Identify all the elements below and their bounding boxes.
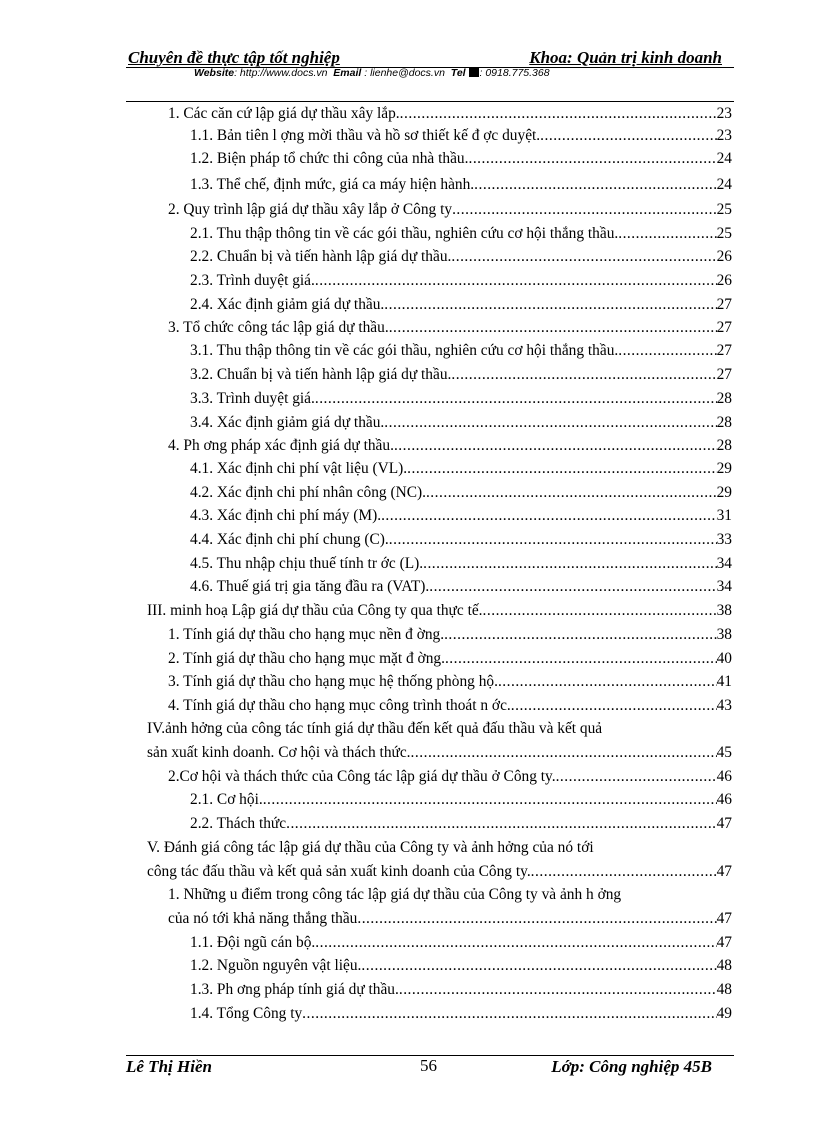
toc-entry: 1. Những u điểm trong công tác lập giá dự thầu của Công ty và ảnh h ởng xyxy=(168,886,622,903)
toc-entry: 1.3. Thể chế, định mức, giá ca máy hiện hành. ..... 24 xyxy=(190,174,732,196)
email-label: Email xyxy=(333,67,362,79)
toc-entry: 4.5. Thu nhập chịu thuế tính tr ớc (L). ..... 34 xyxy=(190,553,732,575)
toc-entry: 2.4. Xác định giảm giá dự thầu. ..... 27 xyxy=(190,294,732,316)
toc-entry: 4.1. Xác định chi phí vật liệu (VL). ..... 29 xyxy=(190,458,732,480)
toc-entry: 1.2. Nguồn nguyên vật liệu. ..... 48 xyxy=(190,955,732,977)
toc-entry: 4.2. Xác định chi phí nhân công (NC). ..... 29 xyxy=(190,482,732,504)
toc-entry: III. minh hoạ Lập giá dự thầu của Công ty qua thực tế. ..... 38 xyxy=(147,600,732,622)
toc-entry: 3.3. Trình duyệt giá. ..... 28 xyxy=(190,388,732,410)
toc-entry: 3.4. Xác định giảm giá dự thầu. ..... 28 xyxy=(190,412,732,434)
toc-entry: 1.2. Biện pháp tổ chức thi công của nhà thầu. ..... 24 xyxy=(190,148,732,170)
toc-entry: 2. Quy trình lập giá dự thầu xây lắp ở Công ty ..... 25 xyxy=(168,199,732,221)
toc-entry: IV.ảnh hởng của công tác tính giá dự thầu đến kết quả đấu thầu và kết quả xyxy=(147,720,603,737)
toc-entry: công tác đấu thầu và kết quả sản xuất kinh doanh của Công ty. ..... 47 xyxy=(147,861,732,883)
website-label: Website xyxy=(194,67,235,79)
header-rule xyxy=(126,67,734,68)
toc-entry: 4.6. Thuế giá trị gia tăng đầu ra (VAT). ..... 34 xyxy=(190,576,732,598)
header-contact-line xyxy=(194,67,550,79)
toc-entry: 1.1. Bản tiên l ợng mời thầu và hồ sơ thiết kế đ ợc duyệt. ..... 23 xyxy=(190,125,732,147)
toc-entry: 2.1. Cơ hội. ..... 46 xyxy=(190,789,732,811)
toc-entry: 1.1. Đội ngũ cán bộ. ..... 47 xyxy=(190,932,732,954)
phone-icon xyxy=(469,68,479,77)
toc-entry: 2.Cơ hội và thách thức của Công tác lập giá dự thầu ở Công ty. ..... 46 xyxy=(168,766,732,788)
toc-entry: 3. Tính giá dự thầu cho hạng mục hệ thống phòng hộ. ..... 41 xyxy=(168,671,732,693)
toc-entry: 2.2. Chuẩn bị và tiến hành lập giá dự thầu. ..... 26 xyxy=(190,246,732,268)
toc-entry: 2. Tính giá dự thầu cho hạng mục mặt đ ờng. ..... 40 xyxy=(168,648,732,670)
toc-entry: 4.3. Xác định chi phí máy (M). ..... 31 xyxy=(190,505,732,527)
toc-entry: 4.4. Xác định chi phí chung (C). ..... 33 xyxy=(190,529,732,551)
tel-label: Tel xyxy=(450,67,466,79)
header-separator xyxy=(126,101,734,102)
header-thesis-title: Chuyên đề thực tập tốt nghiệp xyxy=(128,48,340,67)
page-header xyxy=(126,48,734,79)
toc-entry: 1.3. Ph ơng pháp tính giá dự thầu. ..... 48 xyxy=(190,979,732,1001)
page-footer xyxy=(126,1053,734,1077)
toc-entry: 1.4. Tổng Công ty ..... 49 xyxy=(190,1003,732,1025)
tel-value: : 0918.775.368 xyxy=(479,67,550,79)
toc-entry: V. Đánh giá công tác lập giá dự thầu của Công ty và ảnh hởng của nó tới xyxy=(147,839,594,856)
toc-entry: 2.3. Trình duyệt giá. ..... 26 xyxy=(190,270,732,292)
website-value: : http://www.docs.vn xyxy=(234,67,328,79)
page-number: 56 xyxy=(420,1056,437,1075)
toc-entry: 4. Ph ơng pháp xác định giá dự thầu. ..... 28 xyxy=(168,435,732,457)
toc-entry: 1. Tính giá dự thầu cho hạng mục nền đ ờng. ..... 38 xyxy=(168,624,732,646)
footer-author: Lê Thị Hiền xyxy=(126,1057,212,1076)
toc-entry: 2.1. Thu thập thông tin về các gói thầu, nghiên cứu cơ hội thắng thầu. ..... 25 xyxy=(190,223,732,245)
toc-entry: 3.2. Chuẩn bị và tiến hành lập giá dự thầu. ..... 27 xyxy=(190,364,732,386)
toc-entry: 2.2. Thách thức ..... 47 xyxy=(190,813,732,835)
toc-entry: của nó tới khả năng thắng thầu ..... 47 xyxy=(168,908,732,930)
toc-entry: 4. Tính giá dự thầu cho hạng mục công trình thoát n ớc. ..... 43 xyxy=(168,695,732,717)
footer-class: Lớp: Công nghiệp 45B xyxy=(551,1057,712,1076)
toc-entry: 1. Các căn cứ lập giá dự thầu xây lắp. ..... 23 xyxy=(168,103,732,125)
toc-entry: 3.1. Thu thập thông tin về các gói thầu, nghiên cứu cơ hội thắng thầu. ..... 27 xyxy=(190,340,732,362)
toc-entry: sản xuất kinh doanh. Cơ hội và thách thức. ..... 45 xyxy=(147,742,732,764)
toc-entry: 3. Tổ chức công tác lập giá dự thầu. ..... 27 xyxy=(168,317,732,339)
email-value: : lienhe@docs.vn xyxy=(364,67,445,79)
header-faculty: Khoa: Quản trị kinh doanh xyxy=(529,48,722,67)
